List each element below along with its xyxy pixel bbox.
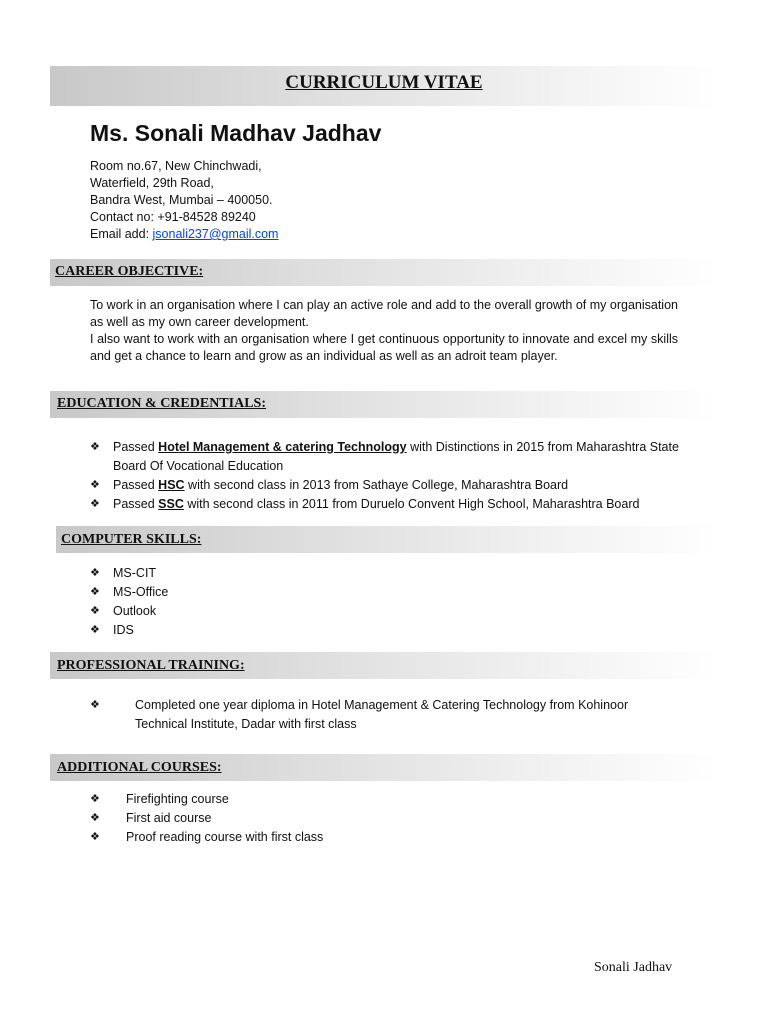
list-item: ❖ First aid course xyxy=(90,809,323,828)
list-item: ❖ Firefighting course xyxy=(90,790,323,809)
document-title: CURRICULUM VITAE xyxy=(285,72,483,93)
list-item: ❖ Completed one year diploma in Hotel Management & Catering Technology from Kohinoor Technical Institute, Dadar with first class xyxy=(90,698,629,731)
career-objective-heading: CAREER OBJECTIVE: xyxy=(55,264,204,279)
qualification-name: Hotel Management & catering Technology xyxy=(158,440,407,454)
address-line-2: Waterfield, 29th Road, xyxy=(90,176,214,190)
contact-block xyxy=(90,158,278,243)
candidate-name: Ms. Sonali Madhav Jadhav xyxy=(90,120,382,146)
list-item: ❖ IDS xyxy=(90,621,168,640)
contact-number: Contact no: +91-84528 89240 xyxy=(90,210,256,224)
bullet-icon: ❖ xyxy=(90,605,100,617)
additional-courses-heading: ADDITIONAL COURSES: xyxy=(57,760,222,775)
list-item: ❖ Outlook xyxy=(90,602,168,621)
education-heading: EDUCATION & CREDENTIALS: xyxy=(57,396,266,411)
list-item: ❖ Passed HSC with second class in 2013 from Sathaye College, Maharashtra Board xyxy=(90,476,680,495)
bullet-icon: ❖ xyxy=(90,567,100,579)
list-item: ❖ Passed Hotel Management & catering Technology with Distinctions in 2015 from Maharashtra State Board Of Vocational Education xyxy=(90,440,679,473)
email-label: Email add: xyxy=(90,227,153,241)
bullet-icon: ❖ xyxy=(90,831,100,843)
bullet-icon: ❖ xyxy=(90,699,100,711)
additional-courses-list xyxy=(90,790,323,847)
list-item: ❖ MS-Office xyxy=(90,583,168,602)
education-list xyxy=(90,438,680,514)
bullet-icon: ❖ xyxy=(90,793,100,805)
list-item: ❖ Passed SSC with second class in 2011 from Duruelo Convent High School, Maharashtra Board xyxy=(90,495,680,514)
qualification-name: SSC xyxy=(158,497,184,511)
objective-paragraph-1: To work in an organisation where I can play an active role and add to the overall growth of my organisation as well as my own career development. xyxy=(90,298,678,329)
bullet-icon: ❖ xyxy=(90,498,100,510)
computer-skills-list xyxy=(90,564,168,640)
career-objective-text xyxy=(90,297,678,365)
address-line-1: Room no.67, New Chinchwadi, xyxy=(90,159,262,173)
qualification-name: HSC xyxy=(158,478,185,492)
bullet-icon: ❖ xyxy=(90,624,100,636)
list-item: ❖ Proof reading course with first class xyxy=(90,828,323,847)
bullet-icon: ❖ xyxy=(90,812,100,824)
professional-training-heading: PROFESSIONAL TRAINING: xyxy=(57,658,245,673)
bullet-icon: ❖ xyxy=(90,586,100,598)
signature-name: Sonali Jadhav xyxy=(594,960,673,975)
objective-paragraph-2: I also want to work with an organisation where I get continuous opportunity to innovate and excel my skills and get a chance to learn and grow as an individual as well as an adroit team player. xyxy=(90,332,678,363)
computer-skills-heading: COMPUTER SKILLS: xyxy=(61,532,202,547)
training-list xyxy=(90,696,650,734)
address-line-3: Bandra West, Mumbai – 400050. xyxy=(90,193,273,207)
email-row xyxy=(90,226,278,243)
list-item: ❖ MS-CIT xyxy=(90,564,168,583)
email-link[interactable]: jsonali237@gmail.com xyxy=(152,227,279,241)
bullet-icon: ❖ xyxy=(90,479,100,491)
bullet-icon: ❖ xyxy=(90,441,100,453)
